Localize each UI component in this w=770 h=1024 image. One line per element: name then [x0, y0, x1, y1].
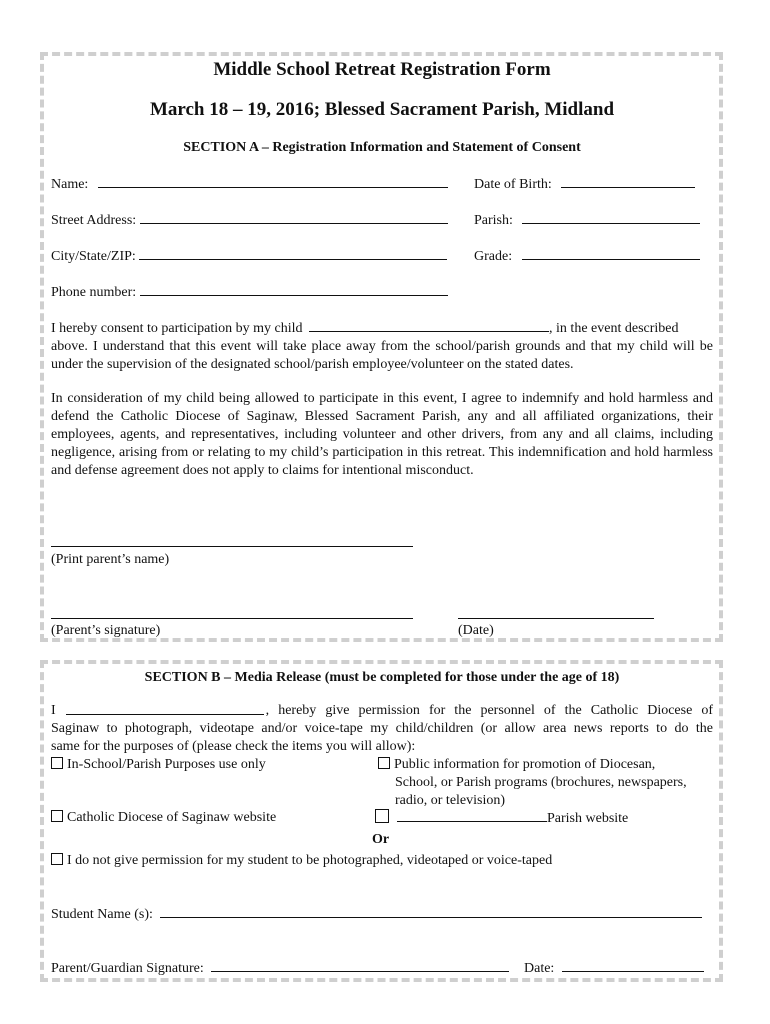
phone-label: Phone number:: [51, 285, 137, 300]
media-intro: [51, 702, 713, 756]
form-title: Middle School Retreat Registration Form: [213, 59, 551, 80]
child-name-line[interactable]: [309, 319, 549, 332]
guardian-signature-label: Parent/Guardian Signature:: [51, 961, 204, 976]
dob-line: [561, 175, 695, 188]
city-line: [139, 247, 447, 260]
checkbox-school[interactable]: [51, 757, 63, 769]
option-public[interactable]: [378, 756, 655, 774]
intro-i: I: [51, 703, 56, 718]
checkbox-parish-website[interactable]: [375, 809, 389, 823]
student-names-label: Student Name (s):: [51, 907, 153, 922]
option-parish-website-label: Parish website: [547, 811, 629, 826]
option-public-line-3: radio, or television): [395, 793, 506, 808]
parish-label: Parish:: [474, 213, 513, 228]
guardian-signature-line: [211, 959, 509, 972]
phone-line: [140, 283, 448, 296]
phone-field[interactable]: [51, 283, 448, 302]
parish-website-line[interactable]: [397, 809, 547, 822]
option-website[interactable]: [51, 809, 276, 827]
option-public-line-2: School, or Parish programs (brochures, newspapers,: [395, 775, 687, 790]
street-label: Street Address:: [51, 213, 137, 228]
option-school[interactable]: [51, 756, 266, 774]
checkbox-no-permission[interactable]: [51, 853, 63, 865]
or-label: Or: [372, 832, 390, 847]
name-field[interactable]: [51, 175, 448, 194]
street-line: [140, 211, 448, 224]
option-no-permission[interactable]: [51, 852, 552, 870]
consent-text-start: I hereby consent to participation by my child: [51, 321, 303, 336]
option-website-label: Catholic Diocese of Saginaw website: [67, 810, 277, 825]
student-names-line: [160, 905, 702, 918]
grade-line: [522, 247, 700, 260]
parent-name-line[interactable]: [66, 702, 264, 715]
guardian-date-label: Date:: [524, 961, 555, 976]
intro-line-3: same for the purposes of (please check the items you will allow):: [51, 739, 416, 754]
parent-signature-label: (Parent’s signature): [51, 623, 161, 638]
indemnity-paragraph: In consideration of my child being allowed to participate in this event, I agree to indemnify and hold harmless and defend the Catholic Diocese of Saginaw, Blessed Sacrament Parish, any and all affiliated organizations, their employees, agents, and representatives, including volunteer and other drivers, from any and all claims, including negligence, arising from or relating to my child’s participation in this retreat. This indemnification and hold harmless and defense agreement does not apply to claims for intentional misconduct.: [51, 391, 713, 478]
name-label: Name:: [51, 177, 89, 192]
option-no-permission-label: I do not give permission for my student to be photographed, videotaped or voice-taped: [67, 853, 553, 868]
grade-label: Grade:: [474, 249, 513, 264]
option-public-line-1: Public information for promotion of Diocesan,: [394, 757, 656, 772]
guardian-signature-field[interactable]: [51, 959, 509, 978]
parish-field[interactable]: [474, 211, 700, 230]
section-b-heading: SECTION B – Media Release (must be completed for those under the age of 18): [144, 670, 620, 685]
form-subtitle: March 18 – 19, 2016; Blessed Sacrament Parish, Midland: [149, 99, 615, 120]
date-label: (Date): [458, 623, 494, 638]
intro-line-2: Saginaw to photograph, videotape and/or voice-tape my child/children (or allow area news reports to do the: [51, 721, 713, 736]
consent-text-end: , in the event described: [549, 321, 679, 336]
print-name-line[interactable]: [51, 546, 413, 547]
checkbox-public[interactable]: [378, 757, 390, 769]
print-name-label: (Print parent’s name): [51, 552, 170, 567]
name-line: [98, 175, 448, 188]
dob-label: Date of Birth:: [474, 177, 552, 192]
street-field[interactable]: [51, 211, 448, 230]
consent-paragraph: [51, 319, 713, 374]
date-line[interactable]: [458, 618, 654, 619]
intro-line-1: , hereby give permission for the personnel of the Catholic Diocese of: [265, 703, 713, 718]
guardian-date-line: [562, 959, 704, 972]
parish-line: [522, 211, 700, 224]
section-a-heading: SECTION A – Registration Information and Statement of Consent: [183, 140, 581, 155]
guardian-date-field[interactable]: [524, 959, 704, 978]
checkbox-website[interactable]: [51, 810, 63, 822]
city-field[interactable]: [51, 247, 447, 266]
grade-field[interactable]: [474, 247, 700, 266]
option-school-label: In-School/Parish Purposes use only: [67, 757, 266, 772]
city-label: City/State/ZIP:: [51, 249, 136, 264]
student-names-field[interactable]: [51, 905, 702, 924]
parent-signature-line[interactable]: [51, 618, 413, 619]
option-parish-website[interactable]: [375, 809, 628, 828]
dob-field[interactable]: [474, 175, 695, 194]
consent-text-rest: above. I understand that this event will take place away from the school/parish grounds and that my child will be under the supervision of the designated school/parish employee/volunteer on the stated dates.: [51, 339, 713, 372]
